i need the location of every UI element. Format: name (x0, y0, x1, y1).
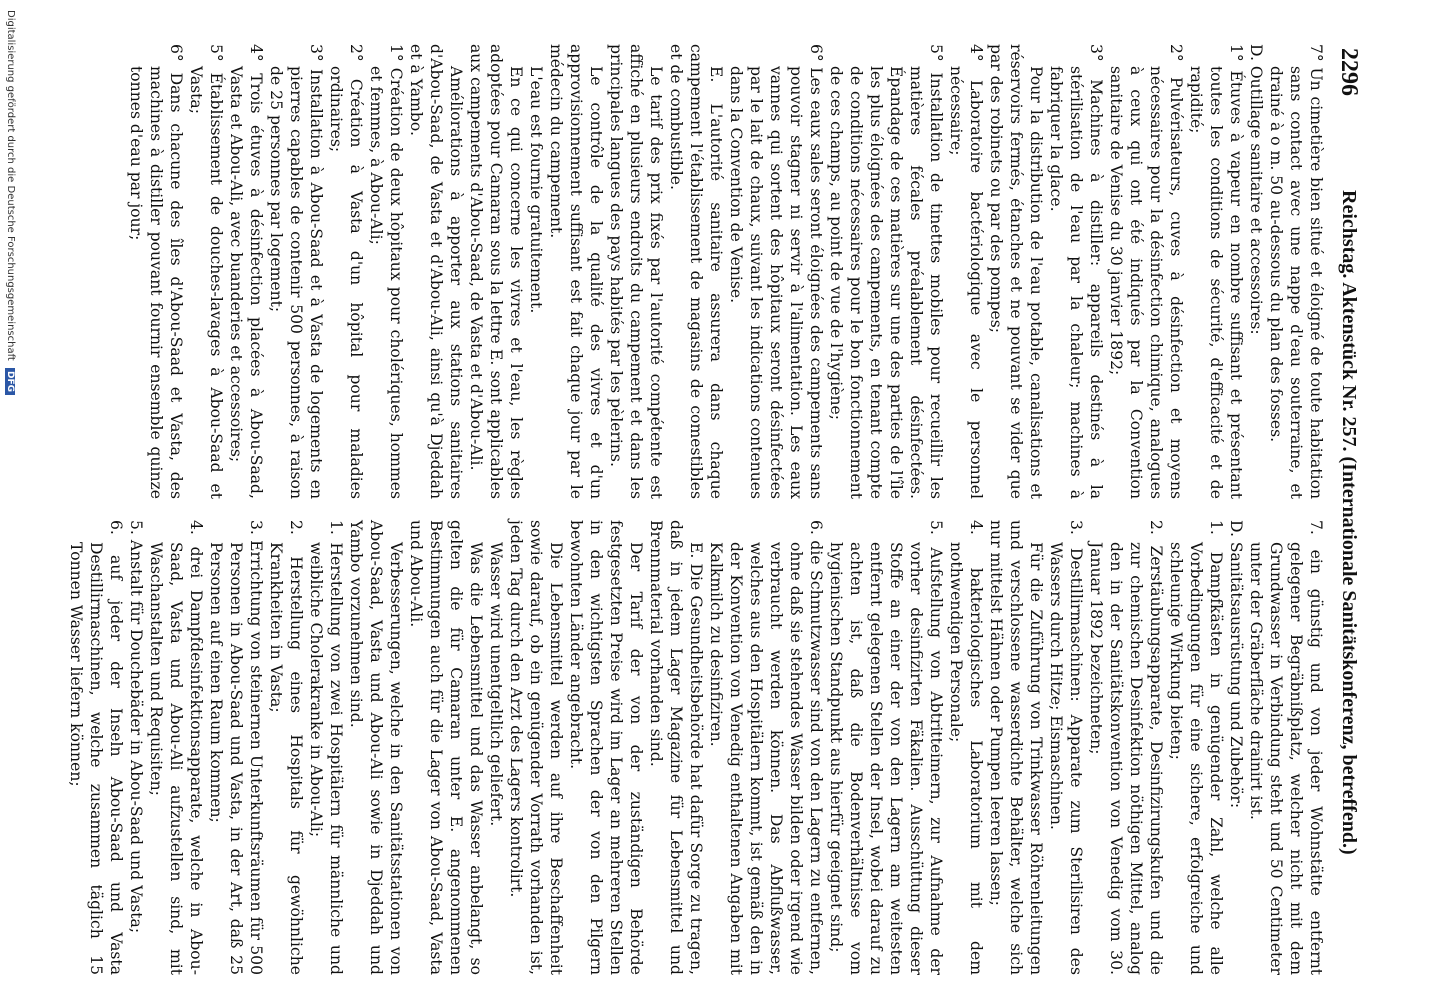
paragraph: Wasser wird unentgeltlich geliefert. (487, 542, 505, 827)
paragraph: En ce qui concerne les vivres et l'eau, les règles adoptées pour Camaran sous la lettre E. sont applicables aux campements d'Abou-Saad, de Vasta et d'Abou-Ali. (467, 44, 525, 499)
paragraph: 7. ein günstig und von jeder Wohnstätte entfernt gelegener Begräbnißplatz, welcher nicht mit dem Grundwasser in Verbindung steht und 50 Centimeter unter der Gräberfläche drainirt ist. (1247, 520, 1325, 975)
paragraph: 5. Aufstellung von Abtritteimern, zur Aufnahme der vorher desinfizirten Fäkalien. Ausschüttung dieser Stoffe an einer der von den Lagern am weitesten entfernt gelegenen Stellen der Insel, wobei darauf zu achten ist, daß die Bodenverhältnisse vom hygienischen Standpunkt aus hierfür geeignet sind; (827, 520, 945, 975)
paragraph: Le contrôle de la qualité des vivres et d'un approvisionnement suffisant est fait chaque jour par le médecin du campement. (547, 44, 605, 499)
paragraph: Was die Lebensmittel und das Wasser anbelangt, so gelten die für Camaran unter E. angenommenen Bestimmungen auch für die Lager von Abou-Saad, Vasta und Abou-Ali. (407, 520, 485, 975)
paragraph: 1° Création de deux hôpitaux pour cholériques, hommes et femmes, à Abou-Ali; (367, 44, 405, 499)
page-number: 2296 (1336, 48, 1362, 96)
paragraph: 2° Pulvérisateurs, cuves à désinfection et moyens nécessaires pour la désinfection chimique, analogues à ceux qui ont été indiqués par la Convention sanitaire de Venise du 30 janvier 1892; (1107, 44, 1185, 499)
paragraph: 1. Dampfkästen in genügender Zahl, welche alle Vorbedingungen für eine sichere, erfolgreiche und schleunige Wirkung bieten; (1167, 520, 1225, 975)
french-column (127, 44, 1326, 499)
paragraph: 3° Installation à Abou-Saad et à Vasta de logements en pierres capables de contenir 500 personnes, à raison de 25 personnes par logement; (267, 44, 325, 499)
dfg-logo-icon: DFG (5, 368, 15, 395)
paragraph: 1° Étuves à vapeur en nombre suffisant et présentant toutes les conditions de sécurité, d'efficacité et de rapidité; (1187, 44, 1245, 499)
paragraph: 4° Trois étuves à désinfection placées à Abou-Saad, Vasta et Abou-Ali, avec buanderies et accessoires; (227, 44, 265, 499)
paragraph: 5. Anstalt für Douchebäder in Abou-Saad und Vasta; (127, 520, 145, 934)
paragraph: 2° Création à Vasta d'un hôpital pour maladies ordinaires; (327, 44, 365, 499)
paragraph: Die Lebensmittel werden auf ihre Beschaffenheit sowie darauf, ob ein genügender Vorrath vorhanden ist, jeden Tag durch den Arzt des Lagers kontrolirt. (507, 520, 565, 975)
paragraph: D. Outillage sanitaire et accessoires: (1247, 44, 1265, 335)
paragraph: E. Die Gesundheitsbehörde hat dafür Sorge zu tragen, daß in jedem Lager Magazine für Lebensmittel und Brennmaterial vorhanden sind. (647, 520, 705, 975)
paragraph: Der Tarif der von der zuständigen Behörde festgesetzten Preise wird im Lager an mehreren Stellen in den wichtigsten Sprachen der von den Pilgern bewohnten Länder angebracht. (567, 520, 645, 975)
paragraph: 3° Machines à distiller: appareils destinés à la stérilisation de l'eau par la chaleur; machines à fabriquer la glace. (1047, 44, 1105, 499)
paragraph: 7° Un cimetière bien situé et éloigné de toute habitation sans contact avec une nappe d'eau souterraine, et drainé à o m. 50 au-dessous du plan des fosses. (1267, 44, 1325, 499)
paragraph: 5° Établissement de douches-lavages à Abou-Saad et Vasta; (187, 44, 225, 499)
paragraph: 2. Zerstäubungsapparate, Desinfizirungskufen und die zur chemischen Desinfektion nöthigen Mittel, analog den in der Sanitätskonvention von Venedig vom 30. Januar 1892 bezeichneten; (1087, 520, 1165, 975)
section-heading: Verbesserungen, welche in den Sanitätsstationen von Abou-Saad, Vasta und Abou-Ali sowie in Djeddah und Yambo vorzunehmen sind. (347, 520, 405, 975)
digitization-note: Digitalisierung gefördert durch die Deutsche Forschungsgemeinschaft (5, 10, 16, 361)
paragraph: L'eau est fournie gratuitement. (527, 66, 545, 314)
german-column (67, 520, 1326, 975)
paragraph: 3. Destillirmaschinen: Apparate zum Sterilisiren des Wassers durch Hitze; Eismaschinen. (1047, 520, 1085, 975)
paragraph: 1. Herstellung von zwei Hospitälern für männliche und weibliche Cholerakranke in Abou-Ali; (307, 520, 345, 975)
paragraph: 6° Les eaux sales seront éloignées des campements sans pouvoir stagner ni servir à l'alimentation. Les eaux vannes qui sortent des hôpitaux seront désinfectées par le lait de chaux, suivant les indications contenues dans la Convention de Venise. (727, 44, 825, 499)
paragraph: Le tarif des prix fixés par l'autorité compétente est affiché en plusieurs endroits du campement et dans les principales langues des pays habités par les pèlerins. (607, 44, 665, 499)
paragraph: 4. drei Dampfdesinfektionsapparate, welche in Abou-Saad, Vasta und Abou-Ali aufzustellen sind, mit Waschanstalten und Requisiten; (147, 520, 205, 975)
paragraph: Für die Zuführung von Trinkwasser Röhrenleitungen und verschlossene wasserdichte Behälter, welche sich nur mittelst Hähnen oder Pumpen leeren lassen; (987, 520, 1045, 975)
paragraph: 6. auf jeder der Inseln Abou-Saad und Vasta Destillirmaschinen, welche zusammen täglich 15 Tonnen Wasser liefern können; (67, 520, 125, 975)
paragraph: Pour la distribution de l'eau potable, canalisations et réservoirs fermés, étanches et ne pouvant se vider que par des robinets ou par des pompes; (987, 44, 1045, 499)
paragraph: E. L'autorité sanitaire assurera dans chaque campement l'établissement de magasins de comestibles et de combustible. (667, 44, 725, 499)
paragraph: 6° Dans chacune des îles d'Abou-Saad et Vasta, des machines à distiller pouvant fournir ensemble quinze tonnes d'eau par jour; (127, 44, 185, 499)
header-title: Reichstag. Aktenstück Nr. 257. (Internationale Sanitätskonferenz, betreffend.) (1338, 190, 1360, 855)
section-heading: Améliorations à apporter aux stations sanitaires d'Abou-Saad, de Vasta et d'Abou-Ali, ainsi qu'à Djeddah et à Yambo. (407, 44, 465, 499)
paragraph: 4° Laboratoire bactériologique avec le personnel nécessaire; (947, 44, 985, 499)
paragraph: 4. bakteriologisches Laboratorium mit dem nothwendigen Personale; (947, 520, 985, 975)
paragraph: 5° Installation de tinettes mobiles pour recueillir les matières fécales préalablement désinfectées. Épandage de ces matières sur une des parties de l'île les plus éloignées des campements, en tenant compte de conditions nécessaires pour le bon fonctionnement de ces champs, au point de vue de l'hygiène; (827, 44, 945, 499)
paragraph: 3. Errichtung von steinernen Unterkunftsräumen für 500 Personen in Abou-Saad und Vasta, in der Art, daß 25 Personen auf einen Raum kommen; (207, 520, 265, 975)
paragraph: D. Sanitätsausrüstung und Zubehör: (1227, 520, 1245, 809)
page-header (1328, 40, 1362, 970)
paragraph: 6. die Schmutzwasser sind von den Lagern zu entfernen, ohne daß sie stehendes Wasser bilden oder irgend wie verbraucht werden können. Das Abflußwasser, welches aus den Hospitälern kommt, ist gemäß den in der Konvention von Venedig enthaltenen Angaben mit Kalkmilch zu desinfiziren. (707, 520, 825, 975)
paragraph: 2. Herstellung eines Hospitals für gewöhnliche Krankheiten in Vasta; (267, 520, 305, 975)
digitization-footer (5, 10, 16, 395)
